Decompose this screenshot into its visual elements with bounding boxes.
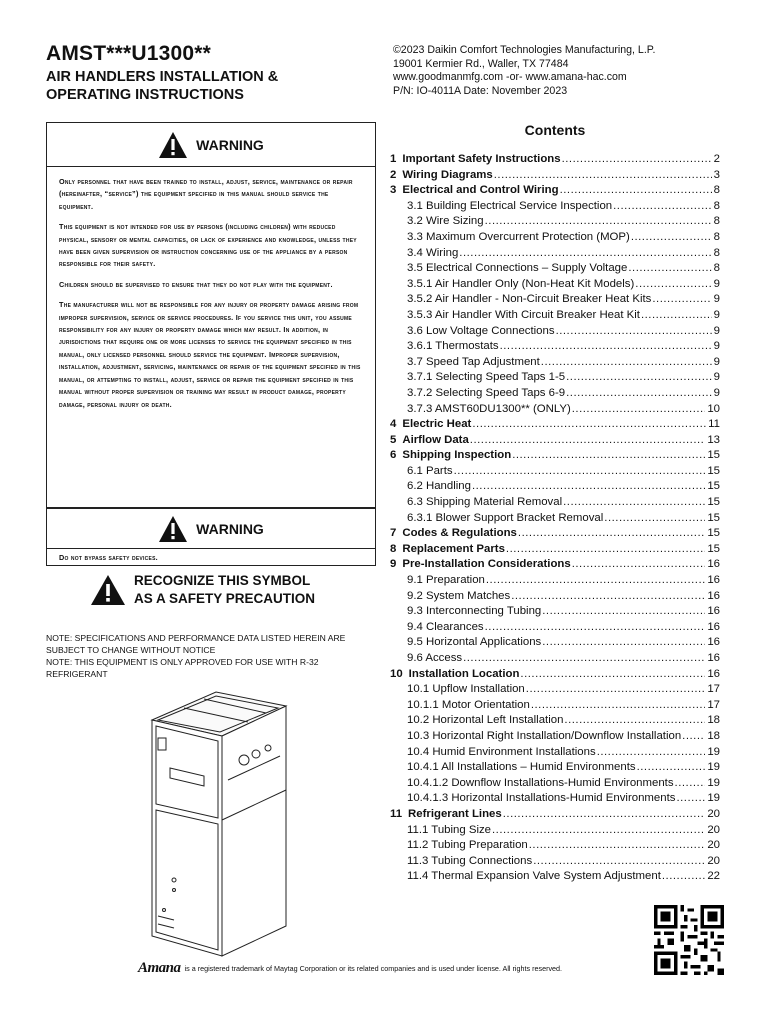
toc-dot-leader (662, 870, 705, 882)
qr-code-icon (654, 905, 724, 975)
toc-entry-page: 15 (707, 449, 720, 462)
toc-dot-leader (652, 293, 711, 305)
toc-entry[interactable] (390, 808, 720, 824)
warning-paragraph: Do not bypass safety devices. (59, 553, 158, 562)
toc-entry[interactable] (390, 590, 720, 606)
toc-entry-page: 20 (707, 839, 720, 852)
toc-entry-page: 2 (713, 153, 720, 165)
toc-dot-leader (492, 824, 705, 836)
toc-dot-leader (529, 839, 706, 851)
toc-entry[interactable] (390, 278, 720, 294)
toc-entry-title: 3.7.2 Selecting Speed Taps 6-9 (407, 386, 566, 399)
toc-entry-page: 16 (707, 574, 720, 587)
toc-entry-page: 20 (707, 854, 720, 867)
warning-triangle-icon (90, 574, 126, 606)
trademark-notice: is a registered trademark of Maytag Corporation or its related companies and is used under license. All rights reserved. (184, 964, 563, 973)
warning-paragraph: Children should be supervised to ensure that they do not play with the equipment. (59, 279, 333, 289)
warning-paragraph: This equipment is not intended for use by persons (including children) with reduced physical, sensory or mental capacities, or lack of experience and knowledge, unless they have been given supervision or instruction concerning use of the appliance by a person responsible for their safety. (59, 222, 357, 269)
toc-entry-page: 16 (707, 667, 720, 680)
toc-entry[interactable] (390, 200, 720, 216)
toc-dot-leader (682, 730, 705, 742)
toc-entry-title: 11.1 Tubing Size (407, 823, 492, 836)
warning-title: WARNING (196, 520, 264, 537)
toc-entry-page: 16 (707, 652, 720, 664)
toc-dot-leader (604, 512, 705, 524)
toc-entry-page: 16 (707, 620, 720, 633)
toc-entry-page: 17 (707, 698, 720, 711)
toc-entry-page: 13 (707, 433, 720, 446)
toc-entry-title: 10.3 Horizontal Right Installation/Downflow Installation (407, 729, 682, 742)
toc-entry[interactable] (390, 855, 720, 871)
toc-entry-number: 5 (390, 433, 397, 446)
toc-entry[interactable] (390, 699, 720, 715)
toc-entry-title: 11.3 Tubing Connections (407, 854, 533, 867)
toc-entry[interactable] (390, 356, 720, 372)
contents-heading: Contents (524, 122, 586, 138)
toc-dot-leader (635, 278, 711, 290)
toc-entry[interactable] (390, 465, 720, 481)
notes (46, 632, 380, 680)
toc-entry-page: 9 (713, 340, 720, 353)
toc-entry-title: 3.5 Electrical Connections – Supply Voltage (407, 262, 628, 275)
toc-dot-leader (511, 590, 705, 602)
toc-entry[interactable] (390, 574, 720, 590)
toc-dot-leader (613, 200, 712, 212)
toc-entry-title: 10.2 Horizontal Left Installation (407, 714, 564, 727)
toc-dot-leader (463, 652, 705, 664)
toc-dot-leader (556, 325, 712, 337)
warning-body (47, 167, 375, 411)
toc-entry-page: 9 (713, 371, 720, 384)
subtitle-line-2: OPERATING INSTRUCTIONS (46, 87, 244, 103)
toc-entry-title: Installation Location (408, 667, 520, 680)
toc-entry[interactable] (390, 714, 720, 730)
toc-entry-title: 3.7.1 Selecting Speed Taps 1-5 (407, 371, 566, 384)
toc-dot-leader (631, 231, 712, 243)
toc-entry-number: 4 (390, 418, 397, 431)
toc-entry-title: 9.6 Access (407, 652, 463, 664)
toc-dot-leader (676, 792, 705, 804)
toc-entry[interactable] (390, 371, 720, 387)
toc-entry-page: 9 (713, 386, 720, 399)
toc-entry-title: 3.4 Wiring (407, 246, 459, 259)
toc-entry-title: 9.3 Interconnecting Tubing (407, 605, 542, 618)
toc-entry-title: 9.4 Clearances (407, 620, 484, 633)
toc-entry-title: Important Safety Instructions (402, 153, 561, 165)
toc-entry-title: 3.1 Building Electrical Service Inspection (407, 199, 613, 212)
toc-entry[interactable] (390, 839, 720, 855)
toc-entry-title: Replacement Parts (402, 542, 505, 555)
toc-entry[interactable] (390, 746, 720, 762)
safety-symbol-notice (90, 572, 315, 608)
warning-title: WARNING (196, 136, 264, 153)
toc-entry-title: 10.1.1 Motor Orientation (407, 698, 530, 711)
amana-logo: Amana (138, 960, 181, 976)
toc-entry[interactable] (390, 543, 720, 559)
toc-entry-title: Electrical and Control Wiring (402, 184, 559, 197)
toc-entry-title: 10.4.1.2 Downflow Installations-Humid Environments (407, 776, 674, 789)
warning-box-safety-devices (46, 508, 376, 566)
warning-paragraph: Only personnel that have been trained to install, adjust, service, maintenance or repair (hereinafter, “service”) the equipment specified in this manual should service the equipment. (59, 177, 353, 211)
toc-entry[interactable] (390, 418, 720, 434)
toc-entry[interactable] (390, 683, 720, 699)
toc-entry-number: 11 (390, 807, 403, 820)
toc-dot-leader (628, 262, 711, 274)
toc-dot-leader (541, 356, 712, 368)
toc-entry-page: 8 (713, 230, 720, 243)
toc-entry[interactable] (390, 512, 720, 528)
toc-entry-title: Refrigerant Lines (408, 807, 502, 820)
toc-entry[interactable] (390, 527, 720, 543)
toc-entry-title: 11.2 Tubing Preparation (407, 839, 528, 852)
toc-dot-leader (560, 184, 712, 196)
toc-entry-page: 9 (713, 324, 720, 337)
toc-dot-leader (526, 683, 706, 695)
toc-entry[interactable] (390, 605, 720, 621)
toc-entry-title: 10.1 Upflow Installation (407, 683, 525, 696)
toc-entry-page: 8 (713, 262, 720, 275)
toc-entry-title: Codes & Regulations (402, 527, 517, 540)
warning-triangle-icon (158, 515, 188, 543)
toc-entry-title: 3.7.3 AMST60DU1300** (ONLY) (407, 402, 571, 415)
toc-dot-leader (566, 371, 712, 383)
toc-entry-page: 16 (707, 558, 720, 571)
toc-entry-title: Airflow Data (402, 433, 469, 446)
toc-dot-leader (503, 808, 706, 820)
toc-entry-title: 3.6.1 Thermostats (407, 340, 499, 353)
footer (138, 960, 562, 977)
toc-dot-leader (486, 574, 705, 586)
address-line: 19001 Kermier Rd., Waller, TX 77484 (393, 57, 569, 70)
toc-entry-title: 10.4.1.3 Horizontal Installations-Humid Environments (407, 792, 676, 805)
toc-entry-page: 3 (713, 168, 720, 181)
toc-entry-page: 20 (707, 823, 720, 836)
toc-entry-number: 3 (390, 184, 397, 197)
toc-entry-page: 16 (707, 589, 720, 602)
toc-entry-title: 11.4 Thermal Expansion Valve System Adjustment (407, 870, 661, 883)
toc-dot-leader (531, 699, 705, 711)
toc-dot-leader (472, 480, 705, 492)
toc-entry-page: 10 (707, 402, 720, 415)
toc-dot-leader (564, 714, 705, 726)
toc-entry-title: 9.2 System Matches (407, 589, 511, 602)
toc-entry-page: 19 (707, 761, 720, 774)
toc-dot-leader (459, 247, 711, 259)
warning-paragraph: The manufacturer will not be responsible for any injury or property damage arising from improper supervision, service or service procedures. If you service this unit, you assume responsibility for any injury or property damage which may result. In addition, in jurisdictions that require one or more licenses to service the equipment specified in this manual, only licensed personnel should service the equipment. Improper supervision, installation, adjustment, servicing, maintenance or repair of the equipment specified in this manual, or attempting to install, adjust, service or repair the equipment specified in this manual without proper supervision or training may result in product damage, property damage, personal injury or death. (59, 300, 361, 409)
toc-entry-number: 7 (390, 527, 397, 540)
toc-entry-title: 6.3 Shipping Material Removal (407, 496, 563, 509)
toc-entry-page: 11 (708, 418, 720, 431)
warning-header (47, 509, 375, 549)
toc-entry-page: 15 (707, 527, 720, 540)
toc-entry-number: 1 (390, 153, 397, 165)
toc-entry-page: 19 (707, 792, 720, 805)
toc-entry-title: 6.1 Parts (407, 464, 453, 477)
title-block (46, 42, 366, 104)
toc-dot-leader (597, 746, 706, 758)
company-info (393, 44, 655, 98)
toc-entry-title: Wiring Diagrams (402, 168, 493, 181)
toc-entry-title: Pre-Installation Considerations (402, 558, 571, 571)
model-number: AMST***U1300** (46, 42, 212, 65)
toc-entry[interactable] (390, 777, 720, 793)
toc-dot-leader (506, 543, 705, 555)
warning-header (47, 123, 375, 167)
toc-entry-title: 3.7 Speed Tap Adjustment (407, 355, 540, 368)
toc-entry-title: 10.4.1 All Installations – Humid Environments (407, 761, 636, 774)
toc-entry-number: 6 (390, 449, 397, 462)
toc-entry-page: 16 (707, 605, 720, 618)
toc-entry-page: 15 (707, 496, 720, 509)
toc-entry-title: 3.5.1 Air Handler Only (Non-Heat Kit Models) (407, 277, 635, 290)
note-specifications: NOTE: SPECIFICATIONS AND PERFORMANCE DATA LISTED HEREIN ARE SUBJECT TO CHANGE WITHOUT NOTICE (46, 633, 346, 655)
toc-entry[interactable] (390, 293, 720, 309)
toc-entry[interactable] (390, 761, 720, 777)
toc-entry-page: 17 (707, 683, 720, 696)
toc-entry[interactable] (390, 215, 720, 231)
toc-dot-leader (512, 449, 705, 461)
toc-entry[interactable] (390, 496, 720, 512)
warning-box-main (46, 122, 376, 508)
toc-entry[interactable] (390, 621, 720, 637)
toc-dot-leader (562, 153, 712, 165)
toc-entry[interactable] (390, 184, 720, 200)
toc-entry[interactable] (390, 153, 720, 169)
toc-dot-leader (500, 340, 712, 352)
toc-entry[interactable] (390, 558, 720, 574)
toc-dot-leader (566, 387, 712, 399)
toc-dot-leader (485, 215, 712, 227)
toc-entry-page: 15 (707, 464, 720, 477)
warning-body (47, 549, 375, 564)
table-of-contents (390, 153, 720, 886)
recognize-line-2: AS A SAFETY PRECAUTION (134, 591, 316, 606)
toc-entry-title: 3.3 Maximum Overcurrent Protection (MOP) (407, 230, 630, 243)
toc-entry-page: 8 (713, 215, 720, 228)
toc-entry-page: 15 (707, 480, 720, 493)
toc-entry-title: 10.4 Humid Environment Installations (407, 745, 596, 758)
toc-entry-page: 15 (707, 511, 720, 524)
toc-entry[interactable] (390, 824, 720, 840)
toc-entry-title: Shipping Inspection (402, 449, 512, 462)
toc-entry[interactable] (390, 652, 720, 668)
toc-entry-number: 8 (390, 542, 397, 555)
toc-dot-leader (518, 527, 705, 539)
toc-entry[interactable] (390, 325, 720, 341)
toc-dot-leader (485, 621, 706, 633)
toc-dot-leader (572, 403, 706, 415)
note-refrigerant: NOTE: THIS EQUIPMENT IS ONLY APPROVED FOR USE WITH R-32 REFRIGERANT (46, 657, 319, 679)
toc-entry-title: 9.1 Preparation (407, 574, 485, 587)
toc-entry-page: 18 (707, 729, 720, 742)
toc-entry[interactable] (390, 247, 720, 263)
toc-dot-leader (542, 605, 705, 617)
toc-entry-page: 19 (707, 776, 720, 789)
recognize-line-1: RECOGNIZE THIS SYMBOL (134, 573, 311, 588)
recognize-text (134, 572, 315, 608)
toc-entry[interactable] (390, 730, 720, 746)
toc-entry[interactable] (390, 792, 720, 808)
subtitle-line-1: AIR HANDLERS INSTALLATION & (46, 69, 279, 85)
part-number-date: P/N: IO-4011A Date: November 2023 (393, 84, 568, 97)
toc-entry[interactable] (390, 449, 720, 465)
toc-entry[interactable] (390, 387, 720, 403)
toc-entry-page: 20 (707, 807, 720, 820)
toc-entry-page: 15 (707, 542, 720, 555)
toc-entry-page: 9 (713, 277, 720, 290)
toc-entry[interactable] (390, 340, 720, 356)
toc-entry-title: 9.5 Horizontal Applications (407, 636, 542, 649)
toc-entry-title: Electric Heat (402, 418, 472, 431)
toc-entry[interactable] (390, 668, 720, 684)
warning-triangle-icon (158, 131, 188, 159)
toc-dot-leader (675, 777, 706, 789)
toc-entry-title: 3.5.2 Air Handler - Non-Circuit Breaker Heat Kits (407, 293, 652, 306)
toc-dot-leader (641, 309, 712, 321)
toc-entry-page: 19 (707, 745, 720, 758)
toc-entry[interactable] (390, 870, 720, 886)
toc-entry[interactable] (390, 262, 720, 278)
toc-entry-page: 16 (707, 636, 720, 649)
toc-entry-number: 10 (390, 667, 403, 680)
toc-dot-leader (533, 855, 705, 867)
toc-dot-leader (520, 668, 705, 680)
toc-entry-number: 2 (390, 168, 397, 181)
toc-dot-leader (472, 418, 706, 430)
toc-entry[interactable] (390, 231, 720, 247)
toc-dot-leader (454, 465, 706, 477)
toc-entry[interactable] (390, 403, 720, 419)
toc-entry-page: 22 (707, 870, 720, 883)
toc-entry-title: 3.2 Wire Sizing (407, 215, 484, 228)
toc-entry-page: 8 (713, 184, 720, 197)
toc-entry[interactable] (390, 169, 720, 185)
toc-entry[interactable] (390, 636, 720, 652)
toc-entry[interactable] (390, 309, 720, 325)
toc-entry[interactable] (390, 480, 720, 496)
toc-entry-page: 9 (713, 293, 720, 306)
toc-entry-page: 9 (713, 355, 720, 368)
copyright-line: ©2023 Daikin Comfort Technologies Manufacturing, L.P. (393, 44, 656, 56)
toc-dot-leader (542, 636, 705, 648)
toc-entry[interactable] (390, 434, 720, 450)
air-handler-illustration (144, 680, 294, 960)
toc-dot-leader (494, 169, 712, 181)
toc-entry-page: 9 (713, 308, 720, 321)
toc-entry-number: 9 (390, 558, 397, 571)
document-subtitle (46, 68, 366, 104)
website-line: www.goodmanmfg.com -or- www.amana-hac.com (393, 71, 627, 84)
toc-entry-title: 6.2 Handling (407, 480, 471, 493)
toc-entry-title: 3.5.3 Air Handler With Circuit Breaker Heat Kit (407, 308, 640, 321)
toc-entry-page: 8 (713, 199, 720, 212)
toc-dot-leader (563, 496, 705, 508)
toc-entry-title: 3.6 Low Voltage Connections (407, 324, 555, 337)
toc-entry-title: 6.3.1 Blower Support Bracket Removal (407, 511, 604, 524)
toc-dot-leader (572, 558, 706, 570)
toc-entry-page: 8 (713, 246, 720, 259)
toc-dot-leader (637, 761, 706, 773)
toc-dot-leader (470, 434, 706, 446)
toc-entry-page: 18 (707, 714, 720, 727)
